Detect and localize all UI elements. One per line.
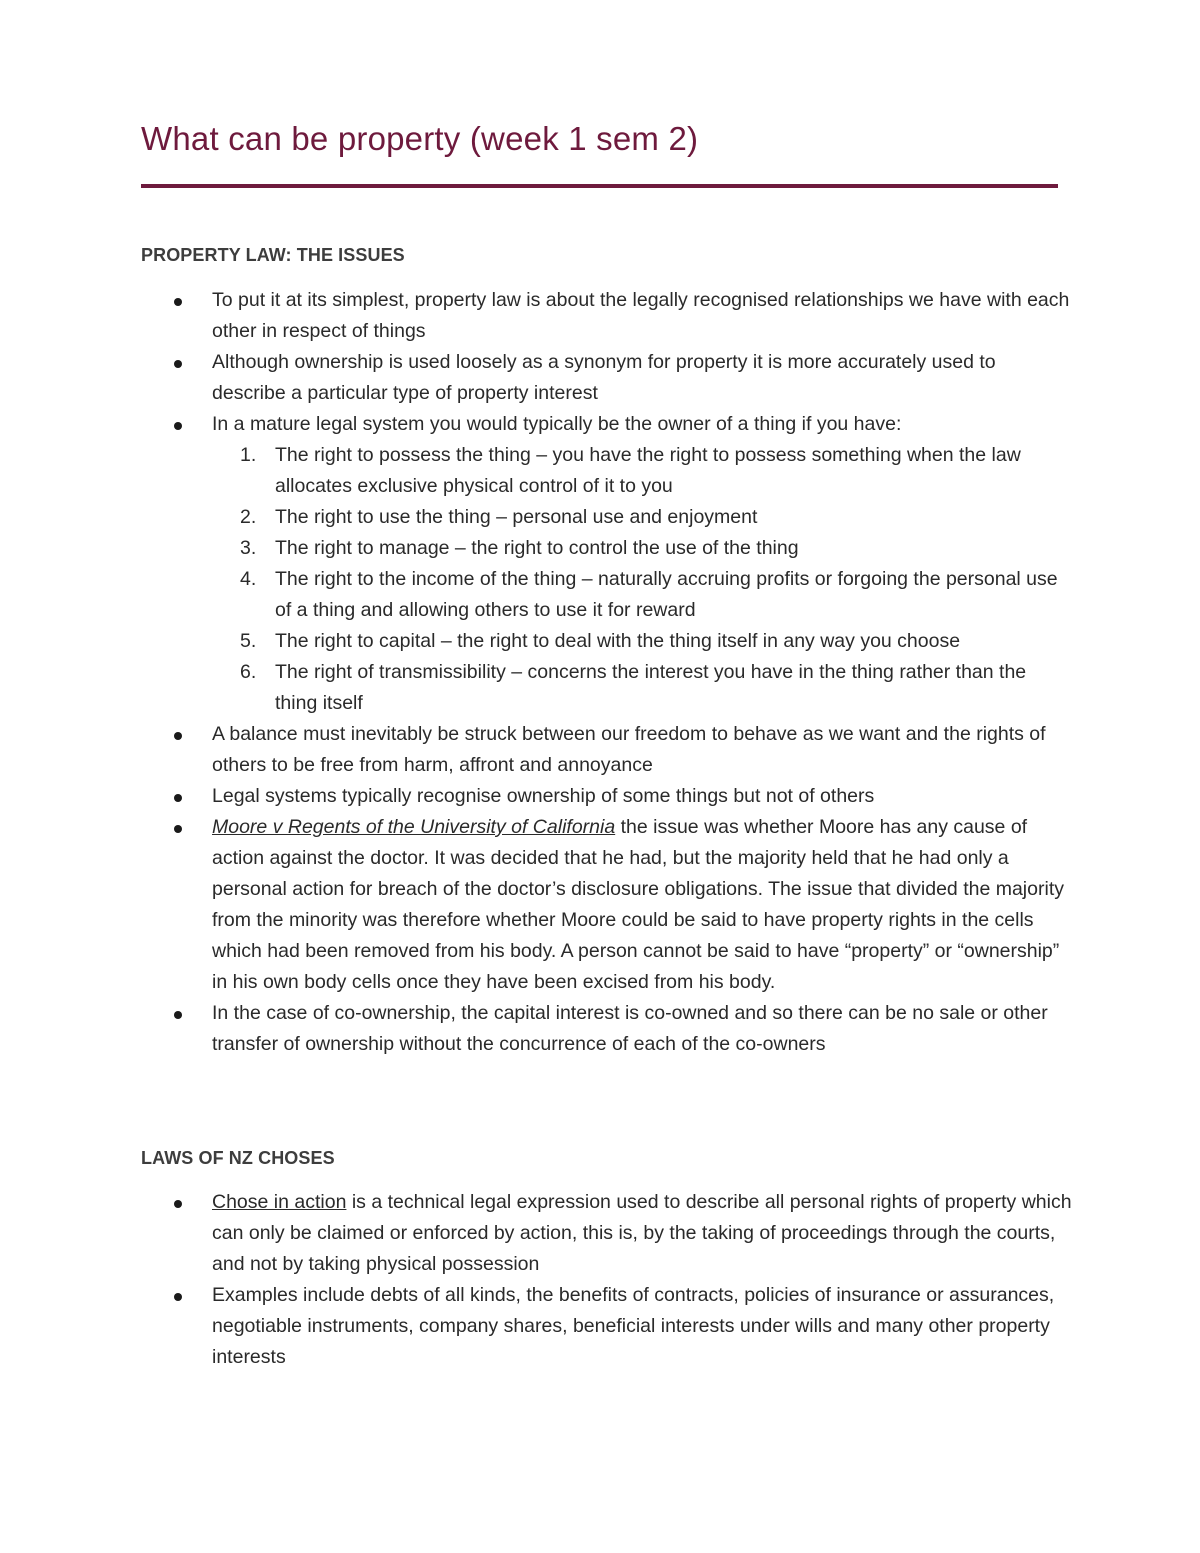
list-item — [212, 998, 1072, 1060]
list-item — [212, 285, 1072, 347]
chose-in-action-text: is a technical legal expression used to describe all personal rights of property which can only be claimed or enforced by action, this is, by the taking of proceedings through the courts, and not by taking physical possession — [212, 1191, 1072, 1275]
bullet-text: In a mature legal system you would typically be the owner of a thing if you have: — [212, 413, 902, 435]
numbered-item-text: The right to possess the thing – you have the right to possess something when the law allocates exclusive physical control of it to you — [275, 444, 1021, 497]
number-marker: 3. — [240, 537, 257, 559]
moore-case-text: the issue was whether Moore has any cause of action against the doctor. It was decided that he had, but the majority held that he had only a personal action for breach of the doctor’s disclosure obligations. The issue that divided the majority from the minority was therefore whether Moore could be said to have property rights in the cells which had been removed from his body. A person cannot be said to have “property” or “ownership” in his own body cells once they have been excised from his body. — [212, 816, 1064, 993]
section-heading-laws-of-nz-choses: LAWS OF NZ CHOSES — [141, 1148, 335, 1168]
bullet-text: In the case of co-ownership, the capital interest is co-owned and so there can be no sale or other transfer of ownership without the concurrence of each of the co-owners — [212, 1002, 1048, 1055]
bullet-text: To put it at its simplest, property law is about the legally recognised relationships we have with each other in respect of things — [212, 289, 1070, 342]
numbered-item — [212, 626, 1072, 657]
number-marker: 4. — [240, 568, 257, 590]
numbered-item-text: The right to use the thing – personal use and enjoyment — [275, 506, 758, 528]
numbered-item-text: The right to capital – the right to deal with the thing itself in any way you choose — [275, 630, 961, 652]
bullet-text: Legal systems typically recognise ownership of some things but not of others — [212, 785, 875, 807]
number-marker: 5. — [240, 630, 257, 652]
bullet-icon — [174, 1200, 182, 1208]
list-item — [212, 1280, 1072, 1373]
number-marker: 6. — [240, 661, 257, 683]
bullet-text: Although ownership is used loosely as a synonym for property it is more accurately used to describe a particular type of property interest — [212, 351, 996, 404]
number-marker: 1. — [240, 444, 257, 466]
list-item — [212, 347, 1072, 409]
bullet-icon — [174, 298, 182, 306]
bullet-icon — [174, 732, 182, 740]
list-item — [212, 812, 1072, 998]
document-title: What can be property (week 1 sem 2) — [141, 120, 699, 157]
list-item — [212, 1187, 1072, 1280]
numbered-item-text: The right to the income of the thing – naturally accruing profits or forgoing the personal use of a thing and allowing others to use it for reward — [275, 568, 1058, 621]
title-underline-rule — [141, 184, 1058, 188]
numbered-item — [212, 657, 1072, 719]
numbered-item-text: The right to manage – the right to control the use of the thing — [275, 537, 799, 559]
numbered-item — [212, 533, 1072, 564]
chose-in-action-term[interactable]: Chose in action — [212, 1191, 347, 1213]
property-law-bullet-list — [212, 285, 1072, 1060]
bullet-icon — [174, 825, 182, 833]
section-heading-property-law: PROPERTY LAW: THE ISSUES — [141, 245, 405, 265]
numbered-item — [212, 564, 1072, 626]
bullet-text: Examples include debts of all kinds, the benefits of contracts, policies of insurance or assurances, negotiable instruments, company shares, beneficial interests under wills and many other property interests — [212, 1284, 1055, 1368]
list-item — [212, 781, 1072, 812]
list-item — [212, 719, 1072, 781]
bullet-icon — [174, 360, 182, 368]
bullet-icon — [174, 794, 182, 802]
bullet-icon — [174, 1011, 182, 1019]
bullet-icon — [174, 422, 182, 430]
choses-bullet-list — [212, 1187, 1072, 1373]
numbered-item-text: The right of transmissibility – concerns the interest you have in the thing rather than the thing itself — [275, 661, 1027, 714]
ownership-rights-numbered-list — [212, 440, 1072, 719]
bullet-text: A balance must inevitably be struck between our freedom to behave as we want and the rights of others to be free from harm, affront and annoyance — [212, 723, 1046, 776]
numbered-item — [212, 440, 1072, 502]
numbered-item — [212, 502, 1072, 533]
list-item — [212, 409, 1072, 719]
moore-case-link[interactable]: Moore v Regents of the University of California — [212, 816, 616, 838]
number-marker: 2. — [240, 506, 257, 528]
bullet-icon — [174, 1293, 182, 1301]
